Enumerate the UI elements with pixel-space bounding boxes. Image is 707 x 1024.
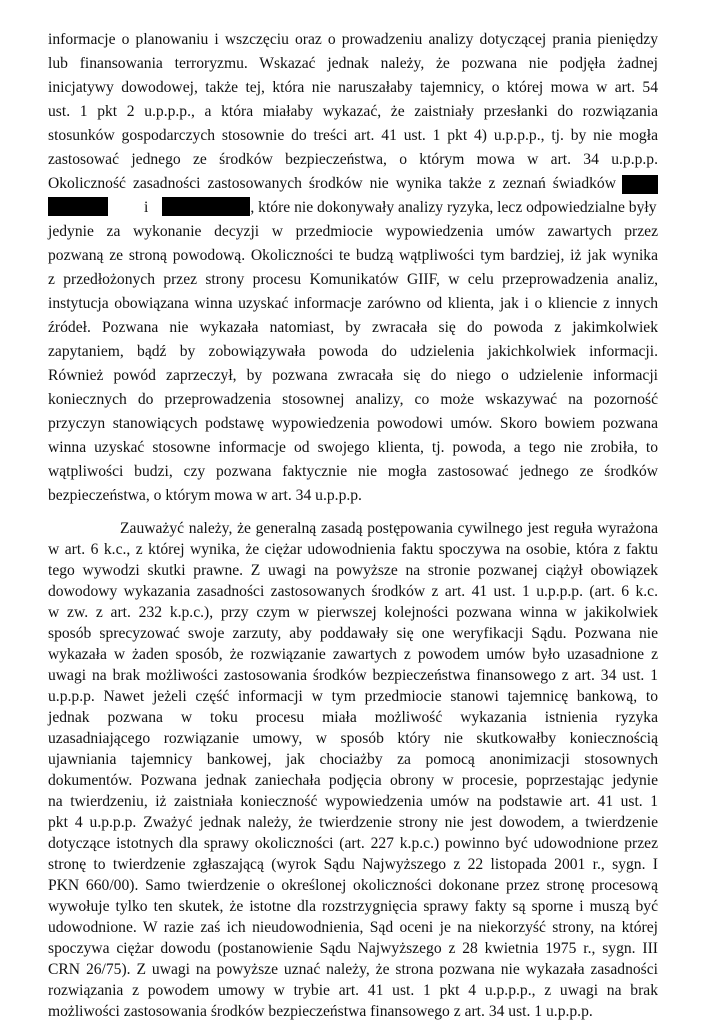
text-line: możliwości zastosowania środków bezpieczeństwa finansowego z art. 34 ust. 1 u.p.p.p. [48,1003,593,1020]
text-line: źródeł. Pozwana nie wykazała natomiast, by zwracała się do powoda z jakimkolwiek [48,319,658,336]
text-line: u.p.p.p. Nawet jeżeli część informacji w tym przedmiocie stanowi tajemnicę bankową, to [48,688,658,705]
text-line: inicjatywy dowodowej, także tej, która nie naruszałaby tajemnicy, o której mowa w art. 54 [48,79,658,96]
text-line: jednak pozwana w toku procesu miała możliwość wykazania istnienia ryzyka [48,709,658,726]
text-line: instytucja obowiązana winna uzyskać informacje zarówno od klienta, jak i o kliencie z innych [48,295,658,312]
text-line: Okoliczność zasadności zastosowanych środków nie wynika także z zeznań świadków [48,175,616,192]
text-line: ust. 1 pkt 2 u.p.p.p., a która miałaby wykazać, że zaistniały przesłanki do rozwiązania [48,103,658,120]
redaction-block [622,175,658,194]
text-line: lub finansowania terroryzmu. Wskazać jednak należy, że pozwana nie podjęła żadnej [48,55,658,72]
text-line: bezpieczeństwa, o którym mowa w art. 34 u.p.p.p. [48,487,362,504]
text-line: sposób sprecyzować swoje zarzuty, aby poddawały się one weryfikacji Sądu. Pozwana nie [48,625,658,642]
text-line: spoczywa ciężar dowodu (postanowienie Sądu Najwyższego z 28 kwietnia 1975 r., sygn. III [48,940,658,957]
text-line: koniecznych do przeprowadzenia stosownej analizy, co może wskazywać na pozorność [48,391,658,408]
text-line: rozwiązania z powodem umowy w trybie art. 41 ust. 1 pkt 4 u.p.p.p., z uwagi na brak [48,982,658,999]
text-line: dotyczące istotnych dla sprawy okoliczności (art. 227 k.p.c.) powinno być udowodnione przez [48,835,658,852]
text-line: wątpliwości budzi, czy pozwana faktycznie nie mogła zastosować jednego ze środków [48,463,658,480]
text-line: PKN 660/00). Samo twierdzenie o określonej okoliczności dokonane przez stronę procesową [48,877,658,894]
text-line: w art. 6 k.c., z której wynika, że ciężar udowodnienia faktu spoczywa na osobie, która z faktu [48,541,658,558]
text-fragment: , które nie dokonywały analizy ryzyka, lecz odpowiedzialne były [250,199,657,216]
text-line: jedynie za wykonanie decyzji w przedmiocie wypowiedzenia umów zawartych przez [48,223,658,240]
text-line: stronę to twierdzenie zgłaszającą (wyrok Sądu Najwyższego z 22 listopada 2001 r., sygn. I [48,856,658,873]
text-line: Również powód zaprzeczył, by pozwana zwracała się do niego o udzielenie informacji [48,367,658,384]
connector-word: i [144,199,149,216]
text-line: na twierdzeniu, iż zaistniała konieczność wypowiedzenia umów na podstawie art. 41 ust. 1 [48,793,658,810]
text-line: pkt 4 u.p.p.p. Zważyć jednak należy, że twierdzenie strony nie jest dowodem, a twierdzenie [48,814,658,831]
text-line: uwagi na brak możliwości zastosowania środków bezpieczeństwa finansowego z art. 34 ust. 1 [48,667,658,684]
text-line: zapytaniem, bądź by zobowiązywała powoda do udzielenia jakichkolwiek informacji. [48,343,658,360]
redaction-block [162,197,250,216]
text-line: stosunków gospodarczych stosownie do treści art. 41 ust. 1 pkt 4) u.p.p.p., tj. by nie mogła [48,127,658,144]
paragraph-first-line: Zauważyć należy, że generalną zasadą postępowania cywilnego jest reguła wyrażona [120,520,658,537]
text-line: zastosować jednego ze środków bezpieczeństwa, o którym mowa w art. 34 u.p.p.p. [48,151,658,168]
text-line: uzasadniającego rozwiązanie umowy, w sposób który nie skutkowałby koniecznością [48,730,658,747]
text-line: z przedłożonych przez strony procesu Komunikatów GIIF, w celu przeprowadzenia analiz, [48,271,658,288]
text-line: dokumentów. Pozwana jednak zaniechała podjęcia obrony w procesie, poprzestając jedynie [48,772,658,789]
text-line: CRN 26/75). Z uwagi na powyższe uznać należy, że strona pozwana nie wykazała zasadności [48,961,658,978]
text-line: wywołuje tylko ten skutek, że istotne dla rozstrzygnięcia sprawy fakty są sporne i muszą być [48,898,658,915]
text-line: ujawniania tajemnicy bankowej, jak chociażby za pomocą anonimizacji stosownych [48,751,658,768]
text-line: wykazała w żaden sposób, że rozwiązanie zawartych z powodem umów było uzasadnione z [48,646,658,663]
text-line-with-redactions [48,196,658,220]
text-line: dowodowy wykazania zasadności zastosowanych środków z art. 41 ust. 1 u.p.p.p. (art. 6 k.c. [48,583,658,600]
redaction-block [48,197,108,216]
text-line: pozwaną ze stroną powodową. Okoliczności te budzą wątpliwości tym bardziej, iż jak wynika [48,247,658,264]
text-line: udowodnione. W razie zaś ich nieudowodnienia, Sąd oceni je na niekorzyść strony, na której [48,919,658,936]
text-line: informacje o planowaniu i wszczęciu oraz o prowadzeniu analizy dotyczącej prania pieniędzy [48,31,658,48]
text-line: w zw. z art. 232 k.p.c.), przy czym w pierwszej kolejności pozwana winna w jakikolwiek [48,604,658,621]
text-line: tego wywodzi skutki prawne. Z uwagi na powyższe na stronie pozwanej ciążył obowiązek [48,562,658,579]
text-line: przyczyn stanowiących podstawę wypowiedzenia powodowi umów. Skoro bowiem pozwana [48,415,658,432]
text-line: winna uzyskać stosowne informacje od swojego klienta, tj. powoda, a tego nie zrobiła, to [48,439,658,456]
